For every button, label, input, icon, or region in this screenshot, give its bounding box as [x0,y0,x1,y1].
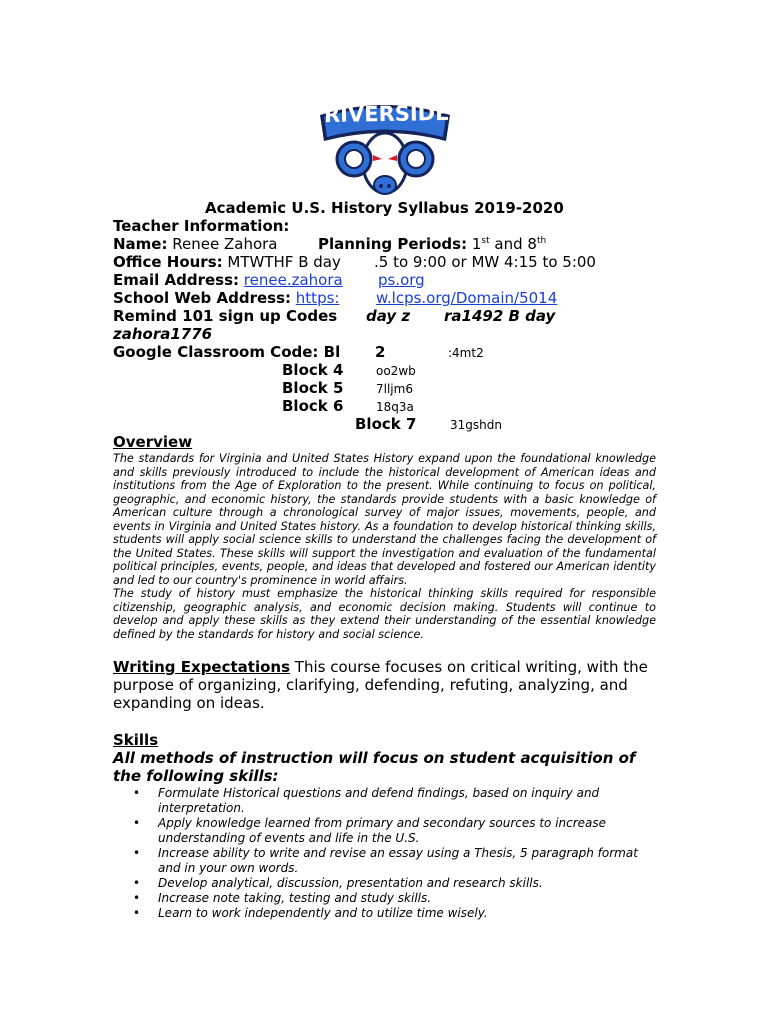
office-hours-value-a: MTWTHF B day [227,253,341,271]
list-item: • Develop analytical, discussion, presentation and research skills. [113,876,653,891]
name-value: Renee Zahora [172,235,278,253]
list-item: • Formulate Historical questions and defend findings, based on inquiry and interpretation. [113,786,653,816]
email-label: Email Address: [113,271,240,289]
office-hours-label: Office Hours: [113,253,223,271]
block-7-code: 31gshdn [450,418,502,432]
email-row [113,271,343,289]
planning-and: and 8 [489,235,537,253]
block-5-code: 7lljm6 [376,382,413,396]
block-4-code: oo2wb [376,364,416,378]
web-address-row [113,289,339,307]
remind-label: Remind 101 sign up Codes [113,307,338,325]
planning-periods [318,235,546,253]
list-item: • Learn to work independently and to utilize time wisely. [113,906,653,921]
classroom-block2-num: 2 [375,343,386,361]
web-link-start[interactable]: https: [295,289,340,307]
teacher-name-row [113,235,278,253]
remind-code-c: zahora1776 [113,325,213,343]
teacher-info-heading: Teacher Information: [113,217,290,235]
writing-text: This course focuses on critical writing, with the purpose of organizing, clarifying, defending, refuting, analyzing, and expanding on ideas. [113,658,648,712]
web-link-end[interactable]: w.lcps.org/Domain/5014 [376,289,558,307]
list-item: • Increase note taking, testing and study skills. [113,891,653,906]
classroom-block2-code: :4mt2 [448,346,484,360]
overview-paragraph-2: The study of history must emphasize the historical thinking skills required for responsible citizenship, geographic analysis, and economic decision making. Students will continue to develop and apply these skills as they extend their understanding of the essential knowledge defined by the standards for history and social science. [113,587,656,641]
planning-eighth-sup: th [536,236,547,246]
remind-code-b: ra1492 B day [444,307,556,325]
logo-text: RIVERSIDE [323,100,450,128]
email-link-start[interactable]: renee.zahora [243,271,343,289]
skills-heading: Skills [113,731,159,749]
remind-code-a: day z [366,307,411,325]
planning-first: 1 [471,235,482,253]
email-link-end[interactable]: ps.org [378,271,425,289]
office-hours-row [113,253,341,271]
name-label: Name: [113,235,168,253]
block-7-label: Block 7 [355,415,417,433]
school-logo [316,93,454,203]
overview-paragraph-1: The standards for Virginia and United States History expand upon the foundational knowledge and skills previously introduced to include the historical development of American ideas and institutions from the Age of Exploration to the present. While continuing to focus on political, geographic, and economic history, the standards provide students with a basic knowledge of American culture through a chronological survey of major issues, movements, people, and events in Virginia and United States history. As a foundation to develop historical thinking skills, students will apply social science skills to understand the challenges facing the development of the United States. These skills will support the investigation and evaluation of the fundamental political principles, events, people, and ideas that developed and fostered our American identity and led to our country's prominence in world affairs. [113,452,656,587]
overview-heading: Overview [113,433,193,451]
block-6-label: Block 6 [282,397,344,415]
block-5-label: Block 5 [282,379,344,397]
skills-list [113,786,653,921]
block-6-code: 18q3a [376,400,414,414]
writing-expectations [113,658,658,712]
block-4-label: Block 4 [282,361,344,379]
planning-first-sup: st [481,236,490,246]
web-address-label: School Web Address: [113,289,292,307]
page-title: Academic U.S. History Syllabus 2019-2020 [205,199,564,217]
writing-heading: Writing Expectations [113,658,291,676]
planning-label: Planning Periods: [318,235,468,253]
list-item: • Increase ability to write and revise an essay using a Thesis, 5 paragraph format and in your own words. [113,846,653,876]
classroom-label: Google Classroom Code: Bl [113,343,341,361]
office-hours-value-b: .5 to 9:00 or MW 4:15 to 5:00 [374,253,596,271]
list-item: • Apply knowledge learned from primary and secondary sources to increase understanding of events and life in the U.S. [113,816,653,846]
skills-intro: All methods of instruction will focus on student acquisition of the following skills: [113,749,636,785]
